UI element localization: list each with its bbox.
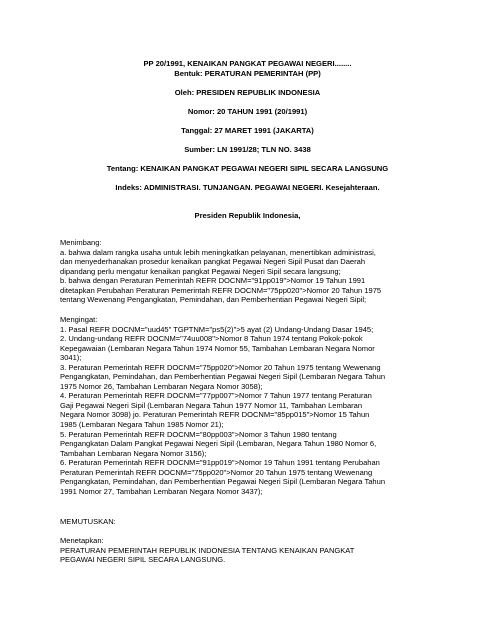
mengingat-line: 6. Peraturan Pemerintah REFR DOCNM="91pp019">Nomor 19 Tahun 1991 tentang Perubahan (60, 458, 380, 468)
mengingat-line: Pengangkatan, Pemindahan, dan Pemberhentian Pegawai Negeri Sipil (Lembaran Negara Tahun (60, 372, 386, 382)
document-date: Tanggal: 27 MARET 1991 (JAKARTA) (181, 125, 314, 135)
menimbang-line: tentang Wewenang Pengangkatan, Pemindahan, dan Pemberhentian Pegawai Negeri Sipil; (60, 295, 367, 305)
mengingat-line: Gaji Pegawai Negeri Sipil (Lembaran Negara Tahun 1977 Nomor 11, Tambahan Lembaran (60, 400, 363, 410)
document-title: PP 20/1991, KENAIKAN PANGKAT PEGAWAI NEGERI........ (143, 59, 352, 68)
menimbang-label: Menimbang: (60, 238, 102, 247)
menetapkan-label: Menetapkan: (60, 536, 104, 545)
menimbang-line: ditetapkan Perubahan Peraturan Pemerintah REFR DOCNM="75pp020">Nomor 20 Tahun 1975 (60, 285, 382, 295)
president-heading: Presiden Republik Indonesia, (194, 211, 301, 220)
menimbang-line: dipandang perlu mengatur kenaikan pangkat Pegawai Negeri Sipil secara langsung; (60, 266, 341, 276)
document-subject: Tentang: KENAIKAN PANGKAT PEGAWAI NEGERI SIPIL SECARA LANGSUNG (106, 163, 389, 173)
memutuskan-section (60, 517, 440, 527)
menetapkan-section (60, 536, 440, 565)
mengingat-section (60, 315, 440, 496)
document-number: Nomor: 20 TAHUN 1991 (20/1991) (187, 106, 308, 116)
mengingat-line: Pengangkatan, Pemindahan, dan Pemberhentian Pegawai Negeri Sipil (Lembaran Negara Tahun (60, 477, 386, 487)
mengingat-line: 2. Undang-undang REFR DOCNM="74uu008">Nomor 8 Tahun 1974 tentang Pokok-pokok (60, 334, 363, 344)
mengingat-line: 3. Peraturan Pemerintah REFR DOCNM="75pp020">Nomor 20 Tahun 1975 tentang Wewenang (60, 362, 381, 372)
menetapkan-line: PERATURAN PEMERINTAH REPUBLIK INDONESIA TENTANG KENAIKAN PANGKAT (60, 545, 355, 555)
mengingat-line: Negara Nomor 3098) jo. Peraturan Pemerintah REFR DOCNM="85pp015">Nomor 15 Tahun (60, 410, 370, 420)
menimbang-line: a. bahwa dalam rangka usaha untuk lebih meningkatkan pelayanan, menertibkan administrasi, (60, 247, 376, 257)
document-issuer: Oleh: PRESIDEN REPUBLIK INDONESIA (174, 87, 321, 97)
memutuskan-heading: MEMUTUSKAN: (60, 517, 116, 526)
document-index: Indeks: ADMINISTRASI. TUNJANGAN. PEGAWAI NEGERI. Kesejahteraan. (115, 182, 380, 192)
mengingat-line: Pengangkatan Dalam Pangkat Pegawai Negeri Sipil (Lembaran, Negara Tahun 1980 Nomor 6, (60, 439, 377, 449)
mengingat-line: 1985 (Lembaran Negara Tahun 1985 Nomor 21); (60, 420, 224, 430)
document-header (0, 59, 495, 221)
mengingat-line: 4. Peraturan Pemerintah REFR DOCNM="77pp007">Nomor 7 Tahun 1977 tentang Peraturan (60, 391, 372, 401)
mengingat-line: Kepegawaian (Lembaran Negara Tahun 1974 Nomor 55, Tambahan Lembaran Negara Nomor (60, 343, 375, 353)
mengingat-line: 3041); (60, 353, 82, 363)
menimbang-section (60, 238, 440, 305)
menetapkan-line: PEGAWAI NEGERI SIPIL SECARA LANGSUNG. (60, 555, 226, 565)
mengingat-line: 1975 Nomor 26, Tambahan Lembaran Negara Nomor 3058); (60, 381, 263, 391)
mengingat-label: Mengingat: (60, 315, 98, 324)
mengingat-line: 1. Pasal REFR DOCNM="uud45" TGPTNM="ps5(2)">5 ayat (2) Undang-Undang Dasar 1945; (60, 324, 374, 334)
mengingat-line: Tambahan Lembaran Negara Nomor 3156); (60, 448, 207, 458)
document-form: Bentuk: PERATURAN PEMERINTAH (PP) (174, 68, 321, 78)
menimbang-line: dan menyederhanakan prosedur kenaikan pangkat Pegawai Negeri Sipil Pusat dan Daerah (60, 257, 366, 267)
mengingat-line: 5. Peraturan Pemerintah REFR DOCNM="80pp003">Nomor 3 Tahun 1980 tentang (60, 429, 337, 439)
mengingat-line: Peraturan Pemerintah REFR DOCNM="75pp020">Nomor 20 Tahun 1975 tentang Wewenang (60, 467, 373, 477)
document-source: Sumber: LN 1991/28; TLN NO. 3438 (184, 144, 311, 154)
menimbang-line: b. bahwa dengan Peraturan Pemerintah REFR DOCNM="91pp019">Nomor 19 Tahun 1991 (60, 276, 366, 286)
mengingat-line: 1991 Nomor 27, Tambahan Lembaran Negara Nomor 3437); (60, 486, 263, 496)
